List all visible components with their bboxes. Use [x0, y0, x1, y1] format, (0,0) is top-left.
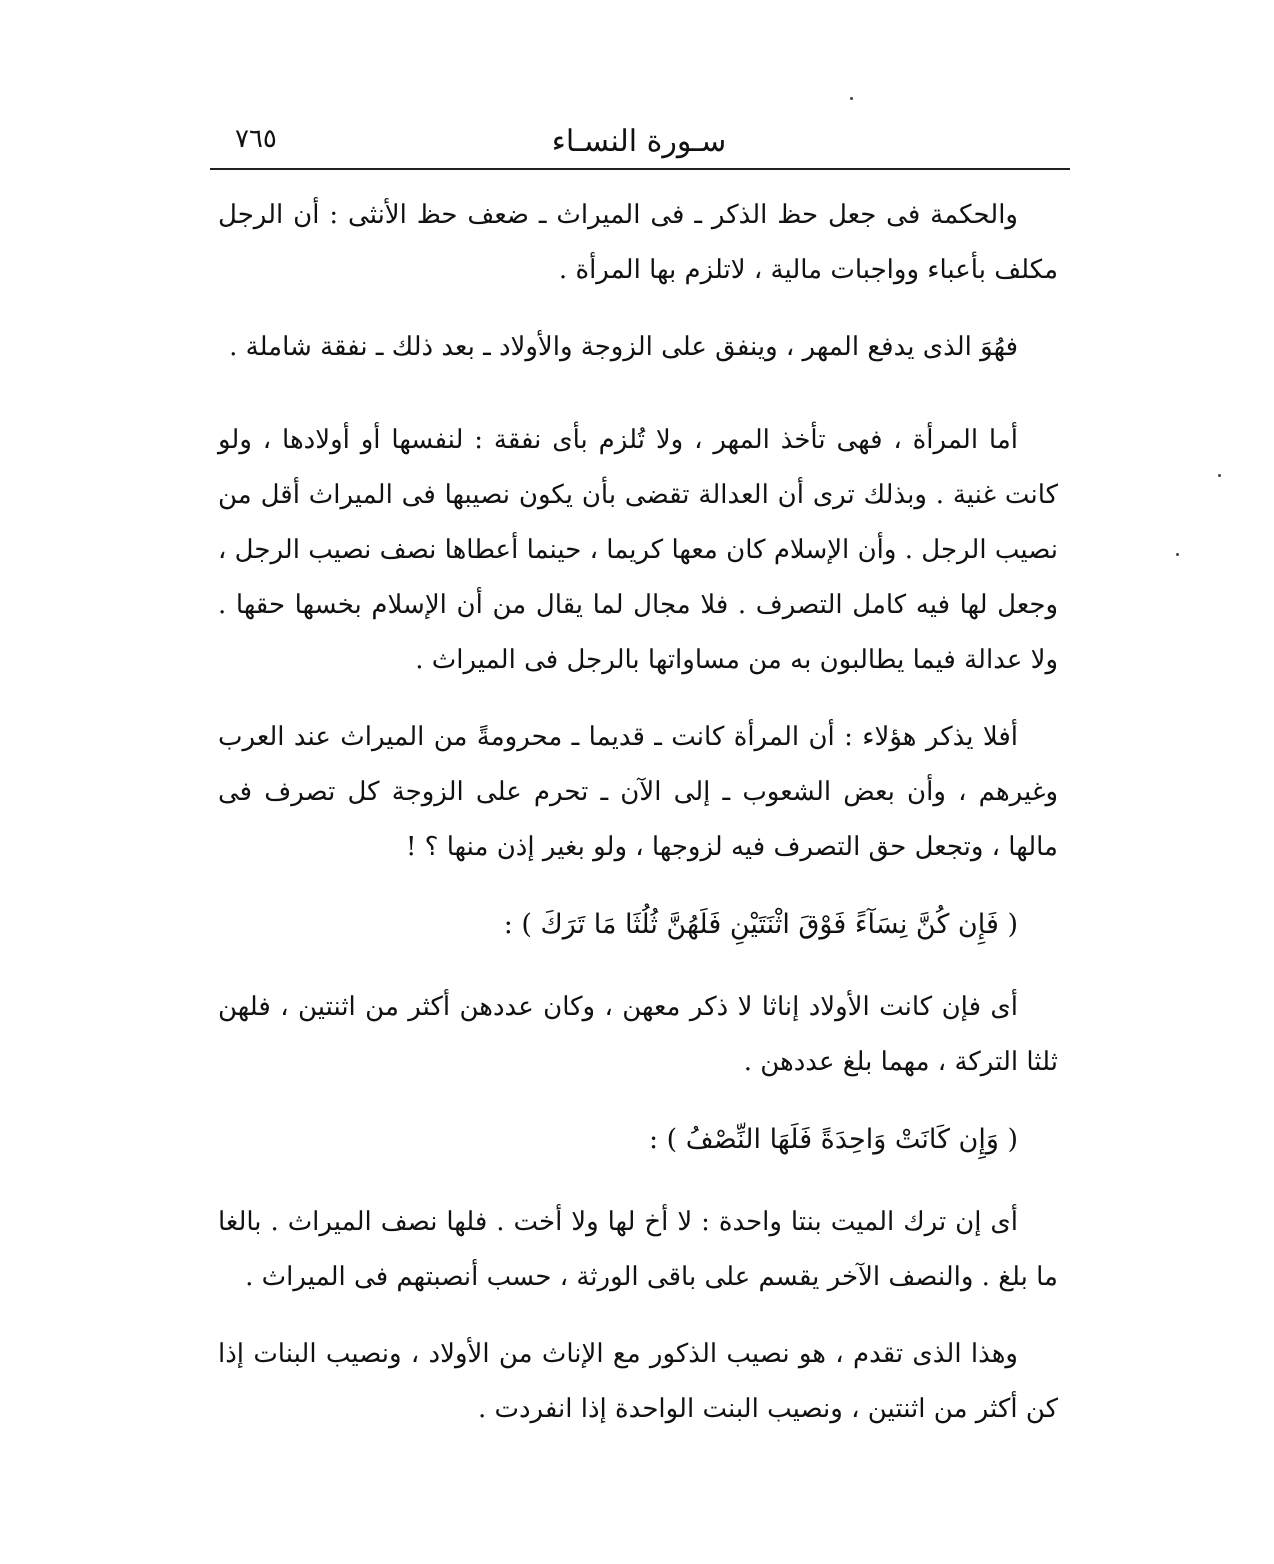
paragraph: أفلا يذكر هؤلاء : أن المرأة كانت ـ قديما ـ محرومةً من الميراث عند العرب وغيرهم ، وأن بعض الشعوب ـ إلى الآن ـ تحرم على الزوجة كل تصرف فى مالها ، وتجعل حق التصرف فيه لزوجها ، ولو بغير إذن منها ؟ ! [218, 722, 1058, 862]
page-number: ٧٦٥ [235, 124, 277, 154]
running-header [210, 118, 1068, 166]
quran-verse: ( فَإِن كُنَّ نِسَآءً فَوْقَ اثْنَتَيْنِ فَلَهُنَّ ثُلُثَا مَا تَرَكَ ) : [503, 909, 1018, 940]
scan-speck [1218, 474, 1221, 477]
paragraph: أى إن ترك الميت بنتا واحدة : لا أخ لها ولا أخت . فلها نصف الميراث . بالغا ما بلغ . والنصف الآخر يقسم على باقى الورثة ، حسب أنصبتهم فى الميراث . [218, 1207, 1058, 1292]
paragraph: أى فإن كانت الأولاد إناثا لا ذكر معهن ، وكان عددهن أكثر من اثنتين ، فلهن ثلثا التركة ، مهما بلغ عددهن . [218, 992, 1058, 1077]
surah-title: سـورة النسـاء [551, 124, 727, 159]
scan-speck [850, 97, 853, 100]
paragraph: والحكمة فى جعل حظ الذكر ـ فى الميراث ـ ضعف حظ الأنثى : أن الرجل مكلف بأعباء وواجبات مالية ، لاتلزم بها المرأة . [218, 200, 1058, 285]
paragraph: وهذا الذى تقدم ، هو نصيب الذكور مع الإناث من الأولاد ، ونصيب البنات إذا كن أكثر من اثنتين ، ونصيب البنت الواحدة إذا انفردت . [218, 1339, 1058, 1424]
scan-speck [1176, 553, 1179, 556]
header-divider [210, 168, 1070, 170]
paragraph: أما المرأة ، فهى تأخذ المهر ، ولا تُلزم بأى نفقة : لنفسها أو أولادها ، ولو كانت غنية . وبذلك ترى أن العدالة تقضى بأن يكون نصيبها فى الميراث أقل من نصيب الرجل . وأن الإسلام كان معها كريما ، حينما أعطاها نصف نصيب الرجل ، وجعل لها فيه كامل التصرف . فلا مجال لما يقال من أن الإسلام بخسها حقها . ولا عدالة فيما يطالبون به من مساواتها بالرجل فى الميراث . [218, 425, 1058, 675]
quran-verse: ( وَإِن كَانَتْ وَاحِدَةً فَلَهَا النِّصْفُ ) : [648, 1124, 1018, 1155]
page-body [218, 188, 1058, 1459]
paragraph: فهُوَ الذى يدفع المهر ، وينفق على الزوجة والأولاد ـ بعد ذلك ـ نفقة شاملة . [229, 332, 1018, 362]
